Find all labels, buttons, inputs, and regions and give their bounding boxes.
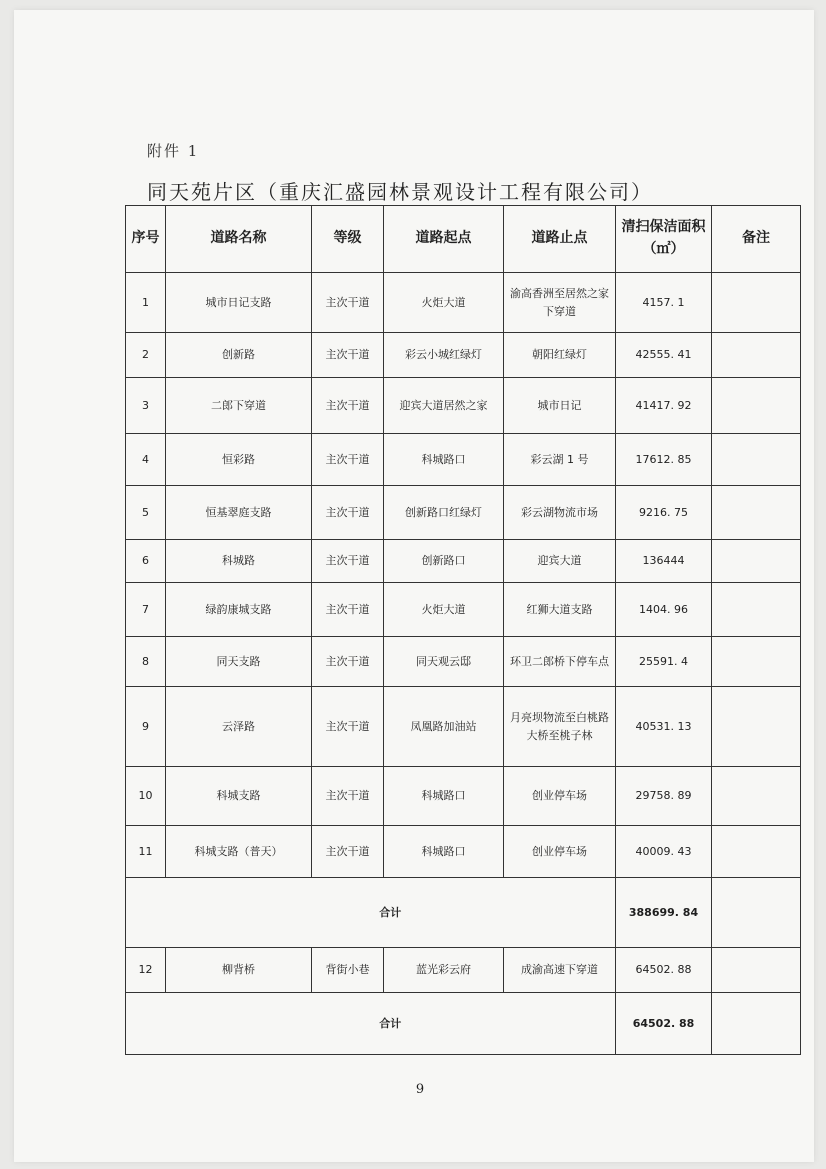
row-seq: 3: [126, 378, 166, 434]
table-row: [126, 434, 801, 486]
row-seq: 11: [126, 826, 166, 878]
table-row: [126, 826, 801, 878]
header-note: 备注: [712, 206, 801, 273]
page-title: 同天苑片区（重庆汇盛园林景观设计工程有限公司）: [147, 180, 653, 204]
row-start: 彩云小城红绿灯: [384, 333, 504, 378]
subtotal-value: 64502. 88: [616, 993, 712, 1055]
subtotal-row: [126, 878, 801, 948]
row-note: [712, 826, 801, 878]
row-area: 4157. 1: [616, 273, 712, 333]
row-name: 云泽路: [166, 687, 312, 767]
row-seq: 9: [126, 687, 166, 767]
row-area: 40531. 13: [616, 687, 712, 767]
row-seq: 1: [126, 273, 166, 333]
row-seq: 10: [126, 767, 166, 826]
row-end: 朝阳红绿灯: [504, 333, 616, 378]
row-note: [712, 583, 801, 637]
table-row: [126, 637, 801, 687]
row-note: [712, 486, 801, 540]
subtotal-value: 388699. 84: [616, 878, 712, 948]
row-start: 科城路口: [384, 767, 504, 826]
row-end: 创业停车场: [504, 767, 616, 826]
table-row: [126, 333, 801, 378]
row-grade: 主次干道: [312, 583, 384, 637]
row-grade: 主次干道: [312, 434, 384, 486]
table-row: [126, 378, 801, 434]
header-end: 道路止点: [504, 206, 616, 273]
table-row: [126, 273, 801, 333]
row-start: 迎宾大道居然之家: [384, 378, 504, 434]
row-grade: 主次干道: [312, 637, 384, 687]
row-name: 城市日记支路: [166, 273, 312, 333]
table-row: [126, 583, 801, 637]
header-grade: 等级: [312, 206, 384, 273]
row-end: 彩云湖物流市场: [504, 486, 616, 540]
row-area: 25591. 4: [616, 637, 712, 687]
table-row: [126, 767, 801, 826]
row-start: 蓝光彩云府: [384, 948, 504, 993]
row-name: 柳背桥: [166, 948, 312, 993]
subtotal-spacer: [126, 993, 166, 1055]
row-grade: 主次干道: [312, 687, 384, 767]
table-row: [126, 948, 801, 993]
row-name: 同天支路: [166, 637, 312, 687]
row-note: [712, 434, 801, 486]
row-end: 迎宾大道: [504, 540, 616, 583]
attachment-label: 附件 1: [147, 142, 200, 160]
row-note: [712, 378, 801, 434]
row-grade: 背街小巷: [312, 948, 384, 993]
row-grade: 主次干道: [312, 378, 384, 434]
row-seq: 8: [126, 637, 166, 687]
row-note: [712, 948, 801, 993]
row-end: 月亮坝物流至白桃路大桥至桃子林: [504, 687, 616, 767]
row-end: 城市日记: [504, 378, 616, 434]
row-start: 火炬大道: [384, 583, 504, 637]
row-note: [712, 273, 801, 333]
road-cleaning-table: [125, 205, 801, 1055]
subtotal-spacer: [126, 878, 166, 948]
table-row: [126, 687, 801, 767]
header-start: 道路起点: [384, 206, 504, 273]
row-grade: 主次干道: [312, 273, 384, 333]
table-row: [126, 486, 801, 540]
row-name: 二郎下穿道: [166, 378, 312, 434]
table-header-row: [126, 206, 801, 273]
row-grade: 主次干道: [312, 767, 384, 826]
row-seq: 4: [126, 434, 166, 486]
row-end: 环卫二郎桥下停车点: [504, 637, 616, 687]
subtotal-label: 合计: [166, 993, 616, 1055]
subtotal-label: 合计: [166, 878, 616, 948]
row-grade: 主次干道: [312, 540, 384, 583]
row-area: 9216. 75: [616, 486, 712, 540]
row-area: 17612. 85: [616, 434, 712, 486]
row-seq: 12: [126, 948, 166, 993]
row-area: 42555. 41: [616, 333, 712, 378]
row-area: 29758. 89: [616, 767, 712, 826]
row-name: 科城路: [166, 540, 312, 583]
row-start: 创新路口: [384, 540, 504, 583]
page-number: 9: [415, 1082, 425, 1097]
row-note: [712, 333, 801, 378]
row-name: 科城支路（普天）: [166, 826, 312, 878]
row-end: 彩云湖 1 号: [504, 434, 616, 486]
subtotal-note: [712, 993, 801, 1055]
row-seq: 2: [126, 333, 166, 378]
row-name: 创新路: [166, 333, 312, 378]
row-area: 1404. 96: [616, 583, 712, 637]
subtotal-note: [712, 878, 801, 948]
row-note: [712, 767, 801, 826]
row-start: 同天观云邸: [384, 637, 504, 687]
table-row: [126, 540, 801, 583]
row-seq: 6: [126, 540, 166, 583]
row-start: 科城路口: [384, 826, 504, 878]
row-name: 绿韵康城支路: [166, 583, 312, 637]
header-area: 清扫保洁面积（㎡）: [616, 206, 712, 273]
row-start: 创新路口红绿灯: [384, 486, 504, 540]
row-start: 火炬大道: [384, 273, 504, 333]
row-seq: 7: [126, 583, 166, 637]
row-end: 成渝高速下穿道: [504, 948, 616, 993]
row-area: 40009. 43: [616, 826, 712, 878]
row-area: 41417. 92: [616, 378, 712, 434]
row-area: 64502. 88: [616, 948, 712, 993]
row-name: 恒基翠庭支路: [166, 486, 312, 540]
row-area: 136444: [616, 540, 712, 583]
row-grade: 主次干道: [312, 486, 384, 540]
row-grade: 主次干道: [312, 826, 384, 878]
header-name: 道路名称: [166, 206, 312, 273]
row-end: 创业停车场: [504, 826, 616, 878]
row-end: 渝高香洲至居然之家下穿道: [504, 273, 616, 333]
row-start: 科城路口: [384, 434, 504, 486]
row-start: 凤凰路加油站: [384, 687, 504, 767]
row-note: [712, 637, 801, 687]
row-seq: 5: [126, 486, 166, 540]
row-grade: 主次干道: [312, 333, 384, 378]
row-note: [712, 687, 801, 767]
header-seq: 序号: [126, 206, 166, 273]
row-name: 恒彩路: [166, 434, 312, 486]
subtotal-row: [126, 993, 801, 1055]
row-end: 红狮大道支路: [504, 583, 616, 637]
row-name: 科城支路: [166, 767, 312, 826]
row-note: [712, 540, 801, 583]
